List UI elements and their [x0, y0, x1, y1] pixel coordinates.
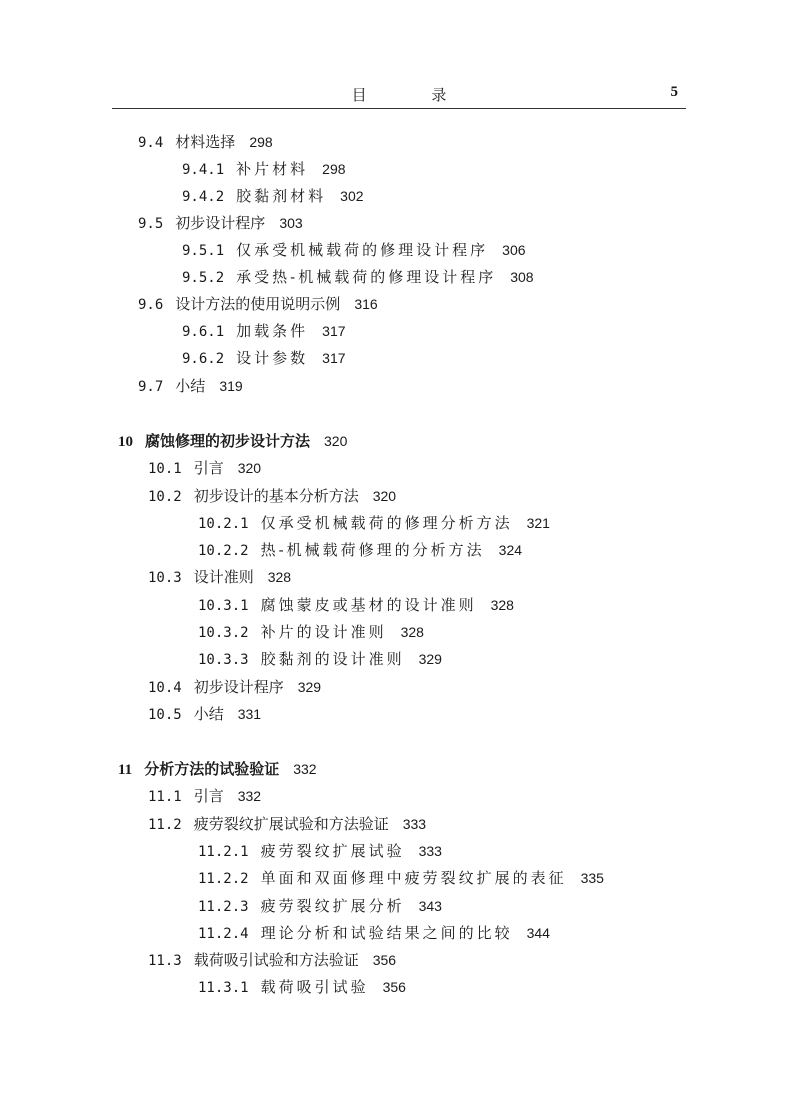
entry-number: 10.3.1	[198, 598, 249, 614]
entry-page: 321	[526, 515, 550, 531]
toc-entry	[182, 240, 526, 261]
toc-entry	[182, 321, 346, 342]
entry-page: 324	[498, 542, 523, 558]
entry-title: 初步设计程序	[175, 214, 266, 232]
entry-page: 298	[249, 134, 273, 150]
toc-entry	[182, 186, 364, 207]
entry-number: 11.2	[148, 817, 182, 833]
entry-number: 9.4	[138, 135, 164, 151]
entry-title: 初步设计的基本分析方法	[193, 487, 359, 505]
entry-number: 10.2.1	[198, 516, 249, 532]
entry-title: 设计方法的使用说明示例	[175, 295, 341, 313]
entry-title: 仅承受机械载荷的修理分析方法	[260, 514, 513, 532]
entry-page: 320	[372, 488, 397, 504]
toc-entry	[148, 950, 396, 971]
entry-number: 11.2.1	[198, 844, 249, 860]
entry-page: 356	[372, 952, 397, 968]
toc-entry	[182, 267, 534, 288]
entry-title: 小结	[193, 705, 224, 723]
entry-page: 335	[580, 870, 604, 886]
entry-title: 腐蚀蒙皮或基材的设计准则	[260, 596, 477, 614]
entry-page: 316	[354, 296, 378, 312]
entry-title: 热-机械载荷修理的分析方法	[260, 541, 485, 559]
entry-page: 329	[297, 679, 322, 695]
entry-title: 疲劳裂纹扩展试验和方法验证	[193, 815, 389, 833]
entry-number: 11.3.1	[198, 980, 249, 996]
entry-title: 载荷吸引试验和方法验证	[193, 951, 359, 969]
entry-page: 302	[340, 188, 364, 204]
toc-entry	[198, 622, 424, 643]
entry-title: 初步设计程序	[193, 678, 284, 696]
entry-number: 10.1	[148, 461, 182, 477]
toc-entry	[138, 294, 378, 315]
entry-page: 343	[418, 898, 442, 914]
entry-page: 317	[322, 323, 346, 339]
entry-title: 材料选择	[175, 133, 236, 151]
entry-number: 10.2	[148, 489, 182, 505]
entry-title: 理论分析和试验结果之间的比较	[260, 924, 513, 942]
entry-page: 333	[418, 843, 442, 859]
entry-page: 320	[237, 460, 262, 476]
entry-number: 11.2.3	[198, 899, 249, 915]
entry-number: 9.5	[138, 216, 164, 232]
entry-title: 小结	[175, 377, 206, 395]
entry-number: 9.5.2	[182, 270, 225, 286]
entry-page: 298	[322, 161, 346, 177]
toc-entry	[148, 486, 396, 507]
entry-number: 10.3.2	[198, 625, 249, 641]
toc-entry	[138, 132, 273, 153]
entry-page: 331	[237, 706, 262, 722]
entry-number: 11.2.4	[198, 926, 249, 942]
entry-title: 承受热-机械载荷的修理设计程序	[236, 268, 497, 286]
entry-number: 11.1	[148, 789, 182, 805]
chapter-title: 腐蚀修理的初步设计方法	[145, 432, 311, 450]
entry-number: 9.6	[138, 297, 164, 313]
entry-page: 319	[219, 378, 243, 394]
entry-page: 333	[402, 816, 427, 832]
toc-entry	[198, 868, 604, 889]
entry-number: 10.3	[148, 570, 182, 586]
entry-number: 9.7	[138, 379, 164, 395]
chapter-page: 332	[293, 761, 317, 777]
entry-number: 9.6.1	[182, 324, 225, 340]
entry-title: 加载条件	[236, 322, 309, 340]
entry-page: 328	[267, 569, 292, 585]
entry-title: 仅承受机械载荷的修理设计程序	[236, 241, 489, 259]
entry-title: 胶黏剂材料	[236, 187, 327, 205]
chapter-heading	[118, 431, 347, 452]
chapter-heading	[118, 759, 317, 780]
toc-entry	[148, 567, 291, 588]
entry-number: 9.4.1	[182, 162, 225, 178]
entry-title: 胶黏剂的设计准则	[260, 650, 405, 668]
toc-entry	[148, 677, 321, 698]
entry-number: 9.5.1	[182, 243, 225, 259]
entry-page: 344	[526, 925, 550, 941]
toc-entry	[198, 595, 514, 616]
entry-number: 11.2.2	[198, 871, 249, 887]
entry-page: 308	[510, 269, 534, 285]
page-number: 5	[670, 84, 678, 100]
chapter-number: 11	[118, 762, 133, 778]
entry-title: 疲劳裂纹扩展试验	[260, 842, 405, 860]
toc-entry	[148, 786, 261, 807]
toc-entry	[198, 513, 550, 534]
toc-entry	[148, 458, 261, 479]
toc-entry	[198, 540, 522, 561]
toc-entry	[198, 977, 406, 998]
toc-entry	[148, 814, 426, 835]
entry-title: 引言	[193, 787, 224, 805]
toc-entry	[198, 923, 550, 944]
entry-number: 10.3.3	[198, 652, 249, 668]
chapter-page: 320	[324, 433, 348, 449]
chapter-number: 10	[118, 434, 133, 450]
entry-title: 补片材料	[236, 160, 309, 178]
entry-title: 单面和双面修理中疲劳裂纹扩展的表征	[260, 869, 567, 887]
entry-title: 设计参数	[236, 349, 309, 367]
entry-page: 328	[400, 624, 424, 640]
toc-entry	[182, 159, 346, 180]
entry-page: 329	[418, 651, 442, 667]
entry-page: 303	[279, 215, 303, 231]
header-title: 目 录	[351, 86, 477, 104]
toc-entry	[148, 704, 261, 725]
entry-number: 10.5	[148, 707, 182, 723]
toc-entry	[198, 649, 442, 670]
entry-title: 补片的设计准则	[260, 623, 387, 641]
entry-title: 引言	[193, 459, 224, 477]
entry-page: 332	[237, 788, 262, 804]
toc-entry	[198, 841, 442, 862]
chapter-title: 分析方法的试验验证	[144, 760, 280, 778]
toc-entry	[138, 376, 243, 397]
entry-page: 306	[502, 242, 526, 258]
entry-number: 9.6.2	[182, 351, 225, 367]
entry-number: 10.4	[148, 680, 182, 696]
toc-entry	[138, 213, 303, 234]
toc-entry	[182, 348, 346, 369]
entry-page: 328	[490, 597, 514, 613]
entry-title: 载荷吸引试验	[260, 978, 369, 996]
entry-page: 317	[322, 350, 346, 366]
toc-entry	[198, 896, 442, 917]
entry-page: 356	[382, 979, 406, 995]
entry-number: 9.4.2	[182, 189, 225, 205]
entry-title: 设计准则	[193, 568, 254, 586]
entry-number: 11.3	[148, 953, 182, 969]
entry-title: 疲劳裂纹扩展分析	[260, 897, 405, 915]
entry-number: 10.2.2	[198, 543, 249, 559]
